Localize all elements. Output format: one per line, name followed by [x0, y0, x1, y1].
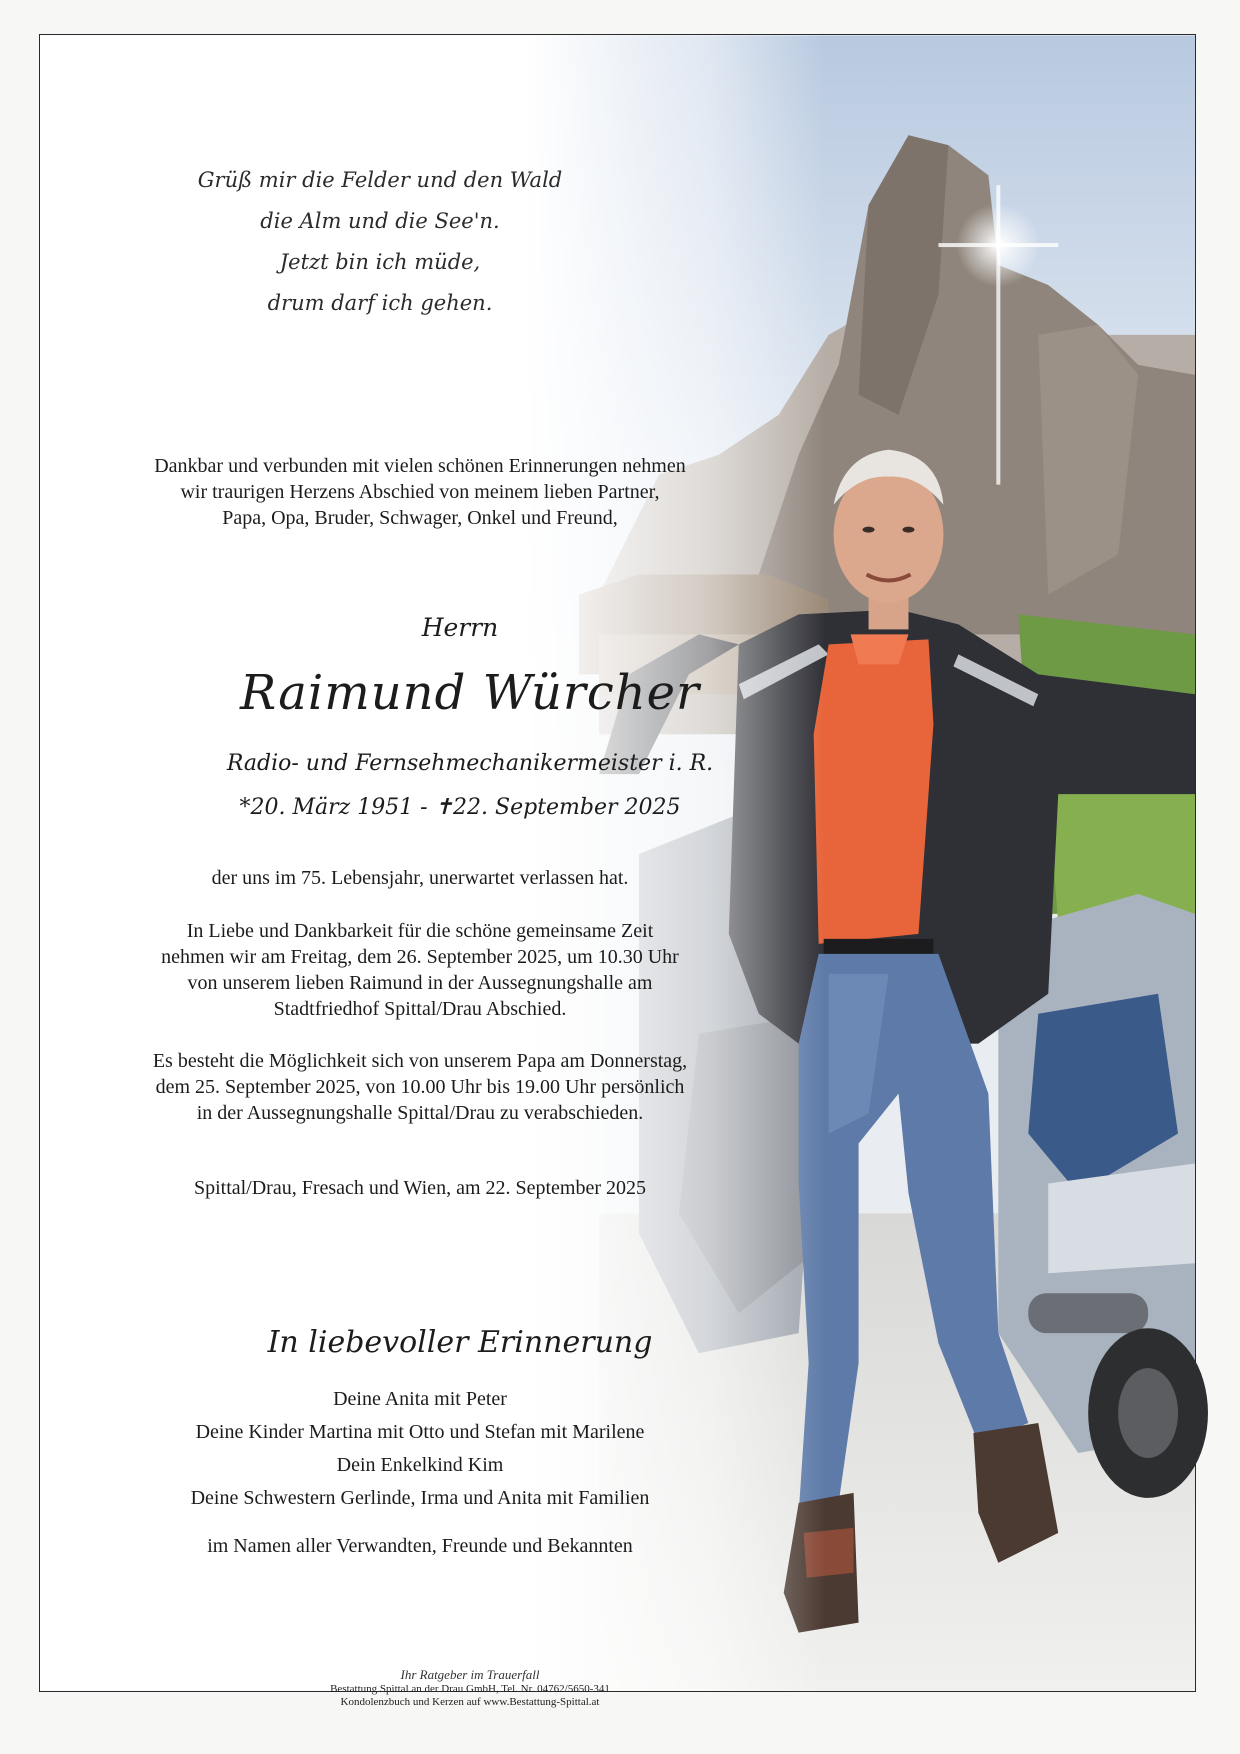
- viewing-line: dem 25. September 2025, von 10.00 Uhr bis 19.00 Uhr persönlich: [155, 1076, 685, 1098]
- poem-line: drum darf ich gehen.: [267, 291, 493, 315]
- place-date: [80, 1175, 760, 1201]
- mourners-list: [80, 1383, 760, 1515]
- funeral-line: nehmen wir am Freitag, dem 26. September 2025, um 10.30 Uhr: [161, 946, 679, 968]
- intro-line: wir traurigen Herzens Abschied von meinem lieben Partner,: [180, 481, 660, 503]
- age-text: der uns im 75. Lebensjahr, unerwartet verlassen hat.: [211, 867, 629, 889]
- obituary-card: [39, 34, 1196, 1708]
- undertaker-tagline: Ihr Ratgeber im Trauerfall: [400, 1667, 540, 1682]
- viewing-line: in der Aussegnungshalle Spittal/Drau zu verabschieden.: [196, 1102, 644, 1124]
- mourner: Deine Schwestern Gerlinde, Irma und Anita mit Familien: [190, 1487, 650, 1509]
- intro-line: Dankbar und verbunden mit vielen schönen Erinnerungen nehmen: [154, 455, 686, 477]
- intro-text: [80, 453, 760, 531]
- viewing-line: Es besteht die Möglichkeit sich von unserem Papa am Donnerstag,: [152, 1050, 688, 1072]
- deceased-name: Raimund Würcher: [240, 665, 700, 721]
- life-dates: *20. März 1951 - ✝22. September 2025: [239, 795, 681, 820]
- memory-title: In liebevoller Erinnerung: [267, 1325, 653, 1360]
- mourner: Dein Enkelkind Kim: [336, 1454, 504, 1476]
- profession: Radio- und Fernsehmechanikermeister i. R.: [226, 751, 714, 776]
- undertaker-website: Kondolenzbuch und Kerzen auf www.Bestattung-Spittal.at: [340, 1696, 600, 1708]
- funeral-details: [80, 918, 760, 1022]
- funeral-line: In Liebe und Dankbarkeit für die schöne gemeinsame Zeit: [186, 920, 654, 942]
- age-line: [80, 865, 760, 891]
- poem-line: Jetzt bin ich müde,: [279, 250, 481, 274]
- viewing-details: [80, 1048, 760, 1126]
- funeral-line: Stadtfriedhof Spittal/Drau Abschied.: [273, 998, 567, 1020]
- intro-line: Papa, Opa, Bruder, Schwager, Onkel und Freund,: [222, 507, 618, 529]
- mourner: Deine Kinder Martina mit Otto und Stefan mit Marilene: [195, 1421, 645, 1443]
- undertaker-footer: [270, 1667, 670, 1709]
- place-date-text: Spittal/Drau, Fresach und Wien, am 22. September 2025: [193, 1177, 647, 1199]
- mourner: Deine Anita mit Peter: [333, 1388, 507, 1410]
- salutation: Herrn: [421, 613, 499, 642]
- undertaker-contact: Bestattung Spittal an der Drau GmbH, Tel. Nr. 04762/5650-341: [330, 1683, 610, 1695]
- poem: [170, 160, 590, 324]
- funeral-line: von unserem lieben Raimund in der Aussegnungshalle am: [187, 972, 653, 994]
- on-behalf-line: im Namen aller Verwandten, Freunde und Bekannten: [207, 1535, 633, 1557]
- poem-line: Grüß mir die Felder und den Wald: [197, 168, 563, 192]
- poem-line: die Alm und die See'n.: [260, 209, 500, 233]
